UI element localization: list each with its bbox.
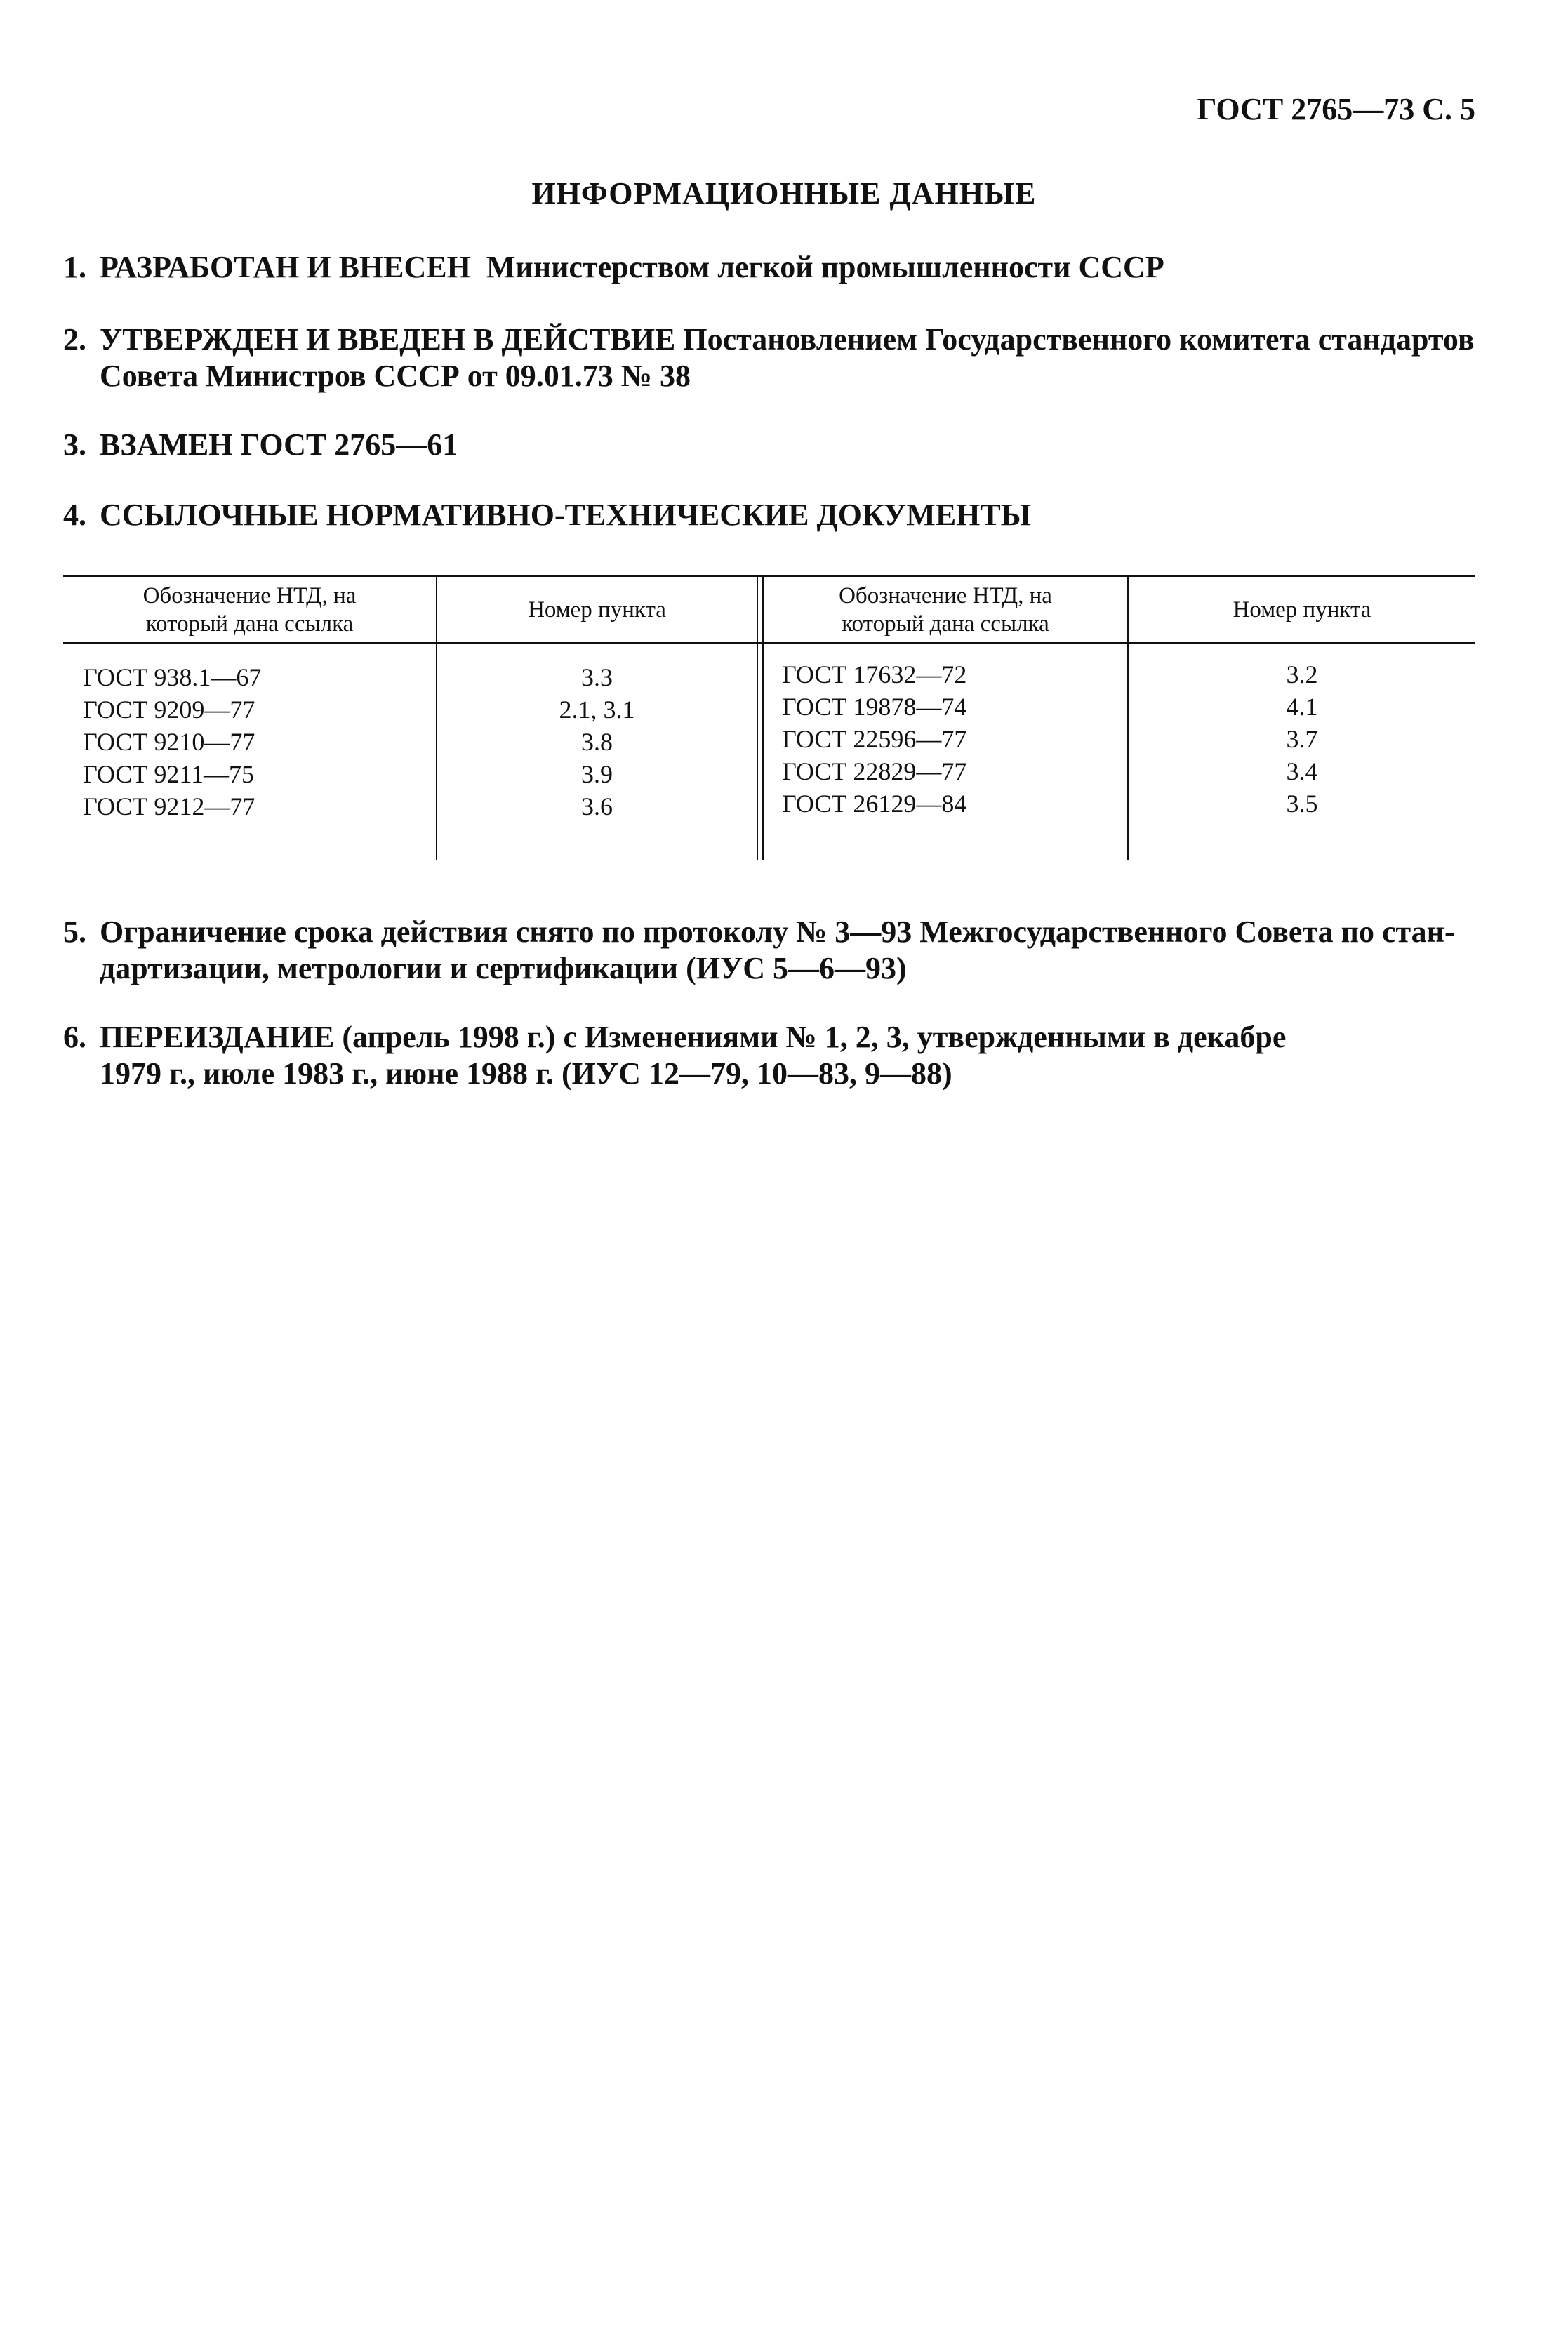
left-doc-column <box>83 661 261 823</box>
item-text-line2: Совета Министров СССР от 09.01.73 № 38 <box>100 359 691 393</box>
table-cell: ГОСТ 9209—77 <box>83 696 255 724</box>
item-text-line1: Ограничение срока действия снято по протоколу № 3—93 Межгосударственного Совета по стан- <box>100 914 1455 949</box>
table-cell: ГОСТ 22829—77 <box>782 757 967 785</box>
item-lead: ВЗАМЕН ГОСТ 2765—61 <box>100 427 458 462</box>
table-cell: ГОСТ 9212—77 <box>83 792 255 820</box>
table-cell: 4.1 <box>1286 693 1318 721</box>
info-item-3 <box>63 427 1475 463</box>
table-cell: 3.4 <box>1286 757 1318 785</box>
item-text: Министерством легкой промышленности СССР <box>486 250 1164 284</box>
item-number: 6. <box>63 1020 86 1054</box>
table-cell: 3.6 <box>581 792 613 820</box>
info-item-5 <box>63 914 1475 987</box>
item-text-line2: дартизации, метрологии и сертификации (ИУС 5—6—93) <box>100 951 907 985</box>
table-cell: 2.1, 3.1 <box>559 696 635 724</box>
item-lead: УТВЕРЖДЕН И ВВЕДЕН В ДЕЙСТВИЕ <box>100 322 676 357</box>
table-cell: ГОСТ 9211—75 <box>83 760 255 788</box>
right-point-column <box>1129 658 1475 820</box>
page-title: ИНФОРМАЦИОННЫЕ ДАННЫЕ <box>531 176 1037 211</box>
table-cell: 3.2 <box>1286 660 1318 688</box>
table-cell: ГОСТ 19878—74 <box>782 693 967 721</box>
table-cell: ГОСТ 9210—77 <box>83 728 255 756</box>
page-header: ГОСТ 2765—73 С. 5 <box>1197 92 1475 126</box>
reference-documents-table <box>63 575 1475 860</box>
header-ntd-right: Обозначение НТД, на который дана ссылка <box>839 583 1052 637</box>
item-lead: ПЕРЕИЗДАНИЕ <box>100 1020 335 1054</box>
info-item-4 <box>63 497 1475 533</box>
item-number: 3. <box>63 427 86 462</box>
item-number: 1. <box>63 250 86 284</box>
header-point-left: Номер пункта <box>528 597 666 623</box>
item-text-line1: Постановлением Государственного комитета стандартов <box>683 322 1475 357</box>
table-cell: 3.3 <box>581 663 613 691</box>
left-point-column <box>437 661 757 823</box>
table-cell: ГОСТ 22596—77 <box>782 725 967 753</box>
header-point-right: Номер пункта <box>1233 597 1371 623</box>
table-cell: 3.8 <box>581 728 613 756</box>
table-cell: ГОСТ 17632—72 <box>782 660 967 688</box>
header-ntd-left: Обозначение НТД, на который дана ссылка <box>142 583 357 637</box>
item-lead: РАЗРАБОТАН И ВНЕСЕН <box>100 250 471 284</box>
table-cell: 3.5 <box>1286 790 1318 818</box>
table-cell: 3.9 <box>581 760 613 788</box>
info-item-1 <box>63 249 1475 286</box>
table-divider <box>757 575 758 860</box>
table-cell: 3.7 <box>1286 725 1318 753</box>
info-item-2 <box>63 321 1475 394</box>
item-lead: ССЫЛОЧНЫЕ НОРМАТИВНО-ТЕХНИЧЕСКИЕ ДОКУМЕНТЫ <box>100 498 1031 532</box>
table-cell: ГОСТ 938.1—67 <box>83 663 262 691</box>
table-header-rule <box>63 642 1475 644</box>
item-number: 5. <box>63 914 86 949</box>
item-text-line1: (апрель 1998 г.) с Изменениями № 1, 2, 3, утвержденными в декабре <box>342 1020 1287 1054</box>
item-number: 4. <box>63 498 86 532</box>
right-doc-column <box>782 658 966 820</box>
item-number: 2. <box>63 322 86 357</box>
table-cell: ГОСТ 26129—84 <box>782 790 967 818</box>
item-text-line2: 1979 г., июле 1983 г., июне 1988 г. (ИУС 12—79, 10—83, 9—88) <box>100 1056 952 1091</box>
info-item-6 <box>63 1019 1475 1092</box>
